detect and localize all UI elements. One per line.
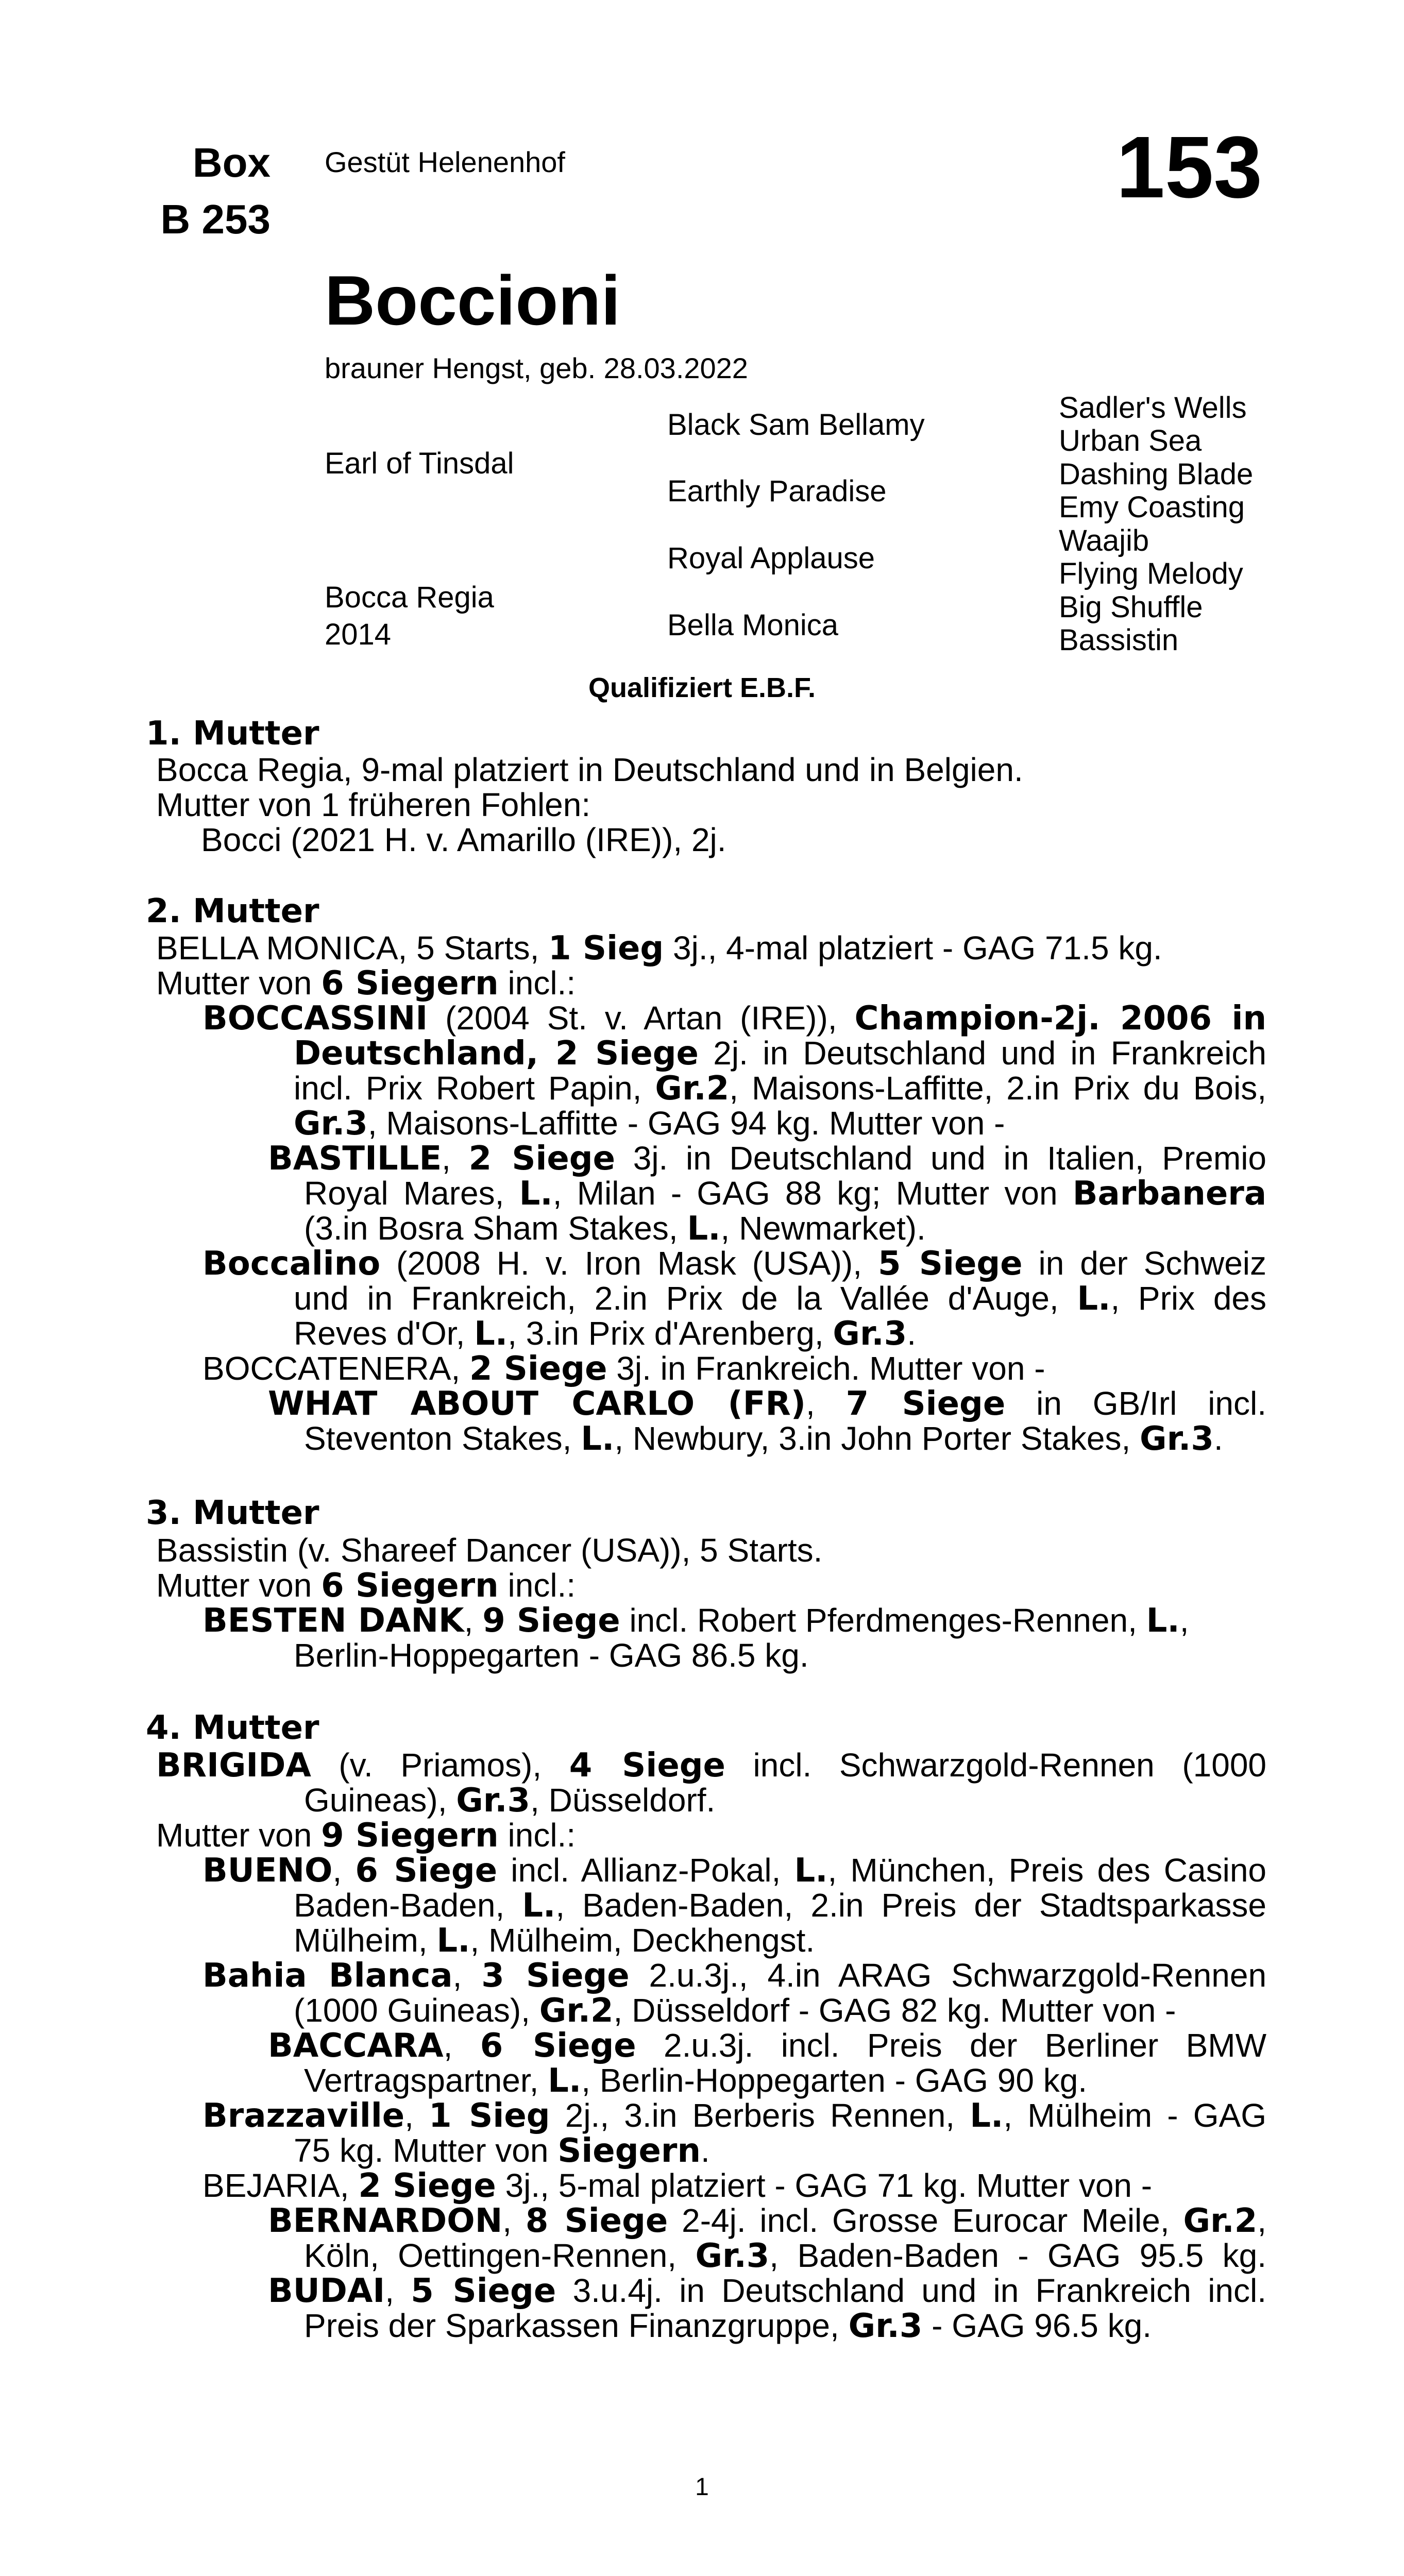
- text-line: Mutter von 6 Siegern incl.:: [156, 1567, 576, 1605]
- text-line: Mutter von 6 Siegern incl.:: [156, 964, 576, 1003]
- text-line: Deutschland, 2 Siege 2j. in Deutschland und in Frankreich: [294, 1035, 1266, 1073]
- pedigree-great-grandparent: Urban Sea: [1059, 424, 1202, 457]
- pedigree-grandparent: Earthly Paradise: [667, 474, 887, 508]
- text-line: und in Frankreich, 2.in Prix de la Vallée d'Auge, L., Prix des: [294, 1280, 1267, 1318]
- text-line: Steventon Stakes, L., Newbury, 3.in John Porter Stakes, Gr.3.: [304, 1420, 1223, 1458]
- page-number: 1: [695, 2473, 709, 2501]
- pedigree-grandparent: Bella Monica: [667, 608, 839, 642]
- text-line: Boccalino (2008 H. v. Iron Mask (USA)), 5 Siege in der Schweiz: [202, 1245, 1267, 1283]
- pedigree-great-grandparent: Bassistin: [1059, 623, 1179, 657]
- text-line: Preis der Sparkassen Finanzgruppe, Gr.3 - GAG 96.5 kg.: [304, 2307, 1152, 2345]
- text-line: BUENO, 6 Siege incl. Allianz-Pokal, L., München, Preis des Casino: [202, 1852, 1267, 1890]
- section-heading: 4. Mutter: [146, 1709, 319, 1747]
- stud-name: Gestüt Helenenhof: [325, 146, 565, 178]
- box-number: B 253: [160, 196, 270, 242]
- text-line: Gr.3, Maisons-Laffitte - GAG 94 kg. Mutter von -: [294, 1105, 1005, 1143]
- text-line: Bahia Blanca, 3 Siege 2.u.3j., 4.in ARAG Schwarzgold-Rennen: [202, 1957, 1267, 1995]
- text-line: Royal Mares, L., Milan - GAG 88 kg; Mutter von Barbanera: [304, 1175, 1266, 1213]
- text-line: BERNARDON, 8 Siege 2-4j. incl. Grosse Eurocar Meile, Gr.2,: [268, 2202, 1267, 2240]
- text-line: Bocci (2021 H. v. Amarillo (IRE)), 2j.: [201, 821, 726, 858]
- text-line: BOCCATENERA, 2 Siege 3j. in Frankreich. Mutter von -: [202, 1350, 1045, 1388]
- horse-name: Boccioni: [325, 261, 621, 340]
- pedigree-great-grandparent: Flying Melody: [1059, 557, 1243, 590]
- pedigree-great-grandparent: Dashing Blade: [1059, 457, 1254, 491]
- pedigree-dam-year: 2014: [325, 618, 392, 651]
- text-line: Reves d'Or, L., 3.in Prix d'Arenberg, Gr.3.: [294, 1315, 916, 1353]
- section-heading: 1. Mutter: [146, 715, 319, 753]
- pedigree-grandparent: Royal Applause: [667, 541, 875, 575]
- text-line: Köln, Oettingen-Rennen, Gr.3, Baden-Baden - GAG 95.5 kg.: [304, 2237, 1267, 2275]
- text-line: BACCARA, 6 Siege 2.u.3j. incl. Preis der Berliner BMW: [268, 2027, 1267, 2065]
- text-line: BASTILLE, 2 Siege 3j. in Deutschland und in Italien, Premio: [268, 1140, 1267, 1178]
- lot-number: 153: [1116, 118, 1262, 216]
- text-line: incl. Prix Robert Papin, Gr.2, Maisons-Laffitte, 2.in Prix du Bois,: [294, 1070, 1267, 1108]
- pedigree-sire: Earl of Tinsdal: [325, 447, 514, 480]
- text-line: BESTEN DANK, 9 Siege incl. Robert Pferdmenges-Rennen, L.,: [202, 1602, 1189, 1640]
- text-line: (1000 Guineas), Gr.2, Düsseldorf - GAG 82 kg. Mutter von -: [294, 1992, 1176, 2030]
- text-line: Baden-Baden, L., Baden-Baden, 2.in Preis der Stadtsparkasse: [294, 1887, 1267, 1925]
- text-line: Bassistin (v. Shareef Dancer (USA)), 5 Starts.: [156, 1532, 823, 1569]
- horse-description: brauner Hengst, geb. 28.03.2022: [325, 352, 748, 384]
- text-line: BOCCASSINI (2004 St. v. Artan (IRE)), Champion-2j. 2006 in: [202, 999, 1266, 1038]
- text-line: Brazzaville, 1 Sieg 2j., 3.in Berberis Rennen, L., Mülheim - GAG: [202, 2097, 1267, 2135]
- text-line: Guineas), Gr.3, Düsseldorf.: [304, 1782, 716, 1820]
- pedigree-great-grandparent: Emy Coasting: [1059, 490, 1245, 524]
- text-line: (3.in Bosra Sham Stakes, L., Newmarket).: [304, 1210, 926, 1248]
- text-line: Bocca Regia, 9-mal platziert in Deutschland und in Belgien.: [156, 751, 1023, 788]
- text-line: Vertragspartner, L., Berlin-Hoppegarten - GAG 90 kg.: [304, 2062, 1088, 2100]
- text-line: BELLA MONICA, 5 Starts, 1 Sieg 3j., 4-mal platziert - GAG 71.5 kg.: [156, 929, 1162, 968]
- text-line: BRIGIDA (v. Priamos), 4 Siege incl. Schwarzgold-Rennen (1000: [156, 1747, 1267, 1785]
- section-heading: 2. Mutter: [146, 892, 319, 930]
- pedigree-great-grandparent: Big Shuffle: [1059, 590, 1203, 624]
- text-line: 75 kg. Mutter von Siegern.: [294, 2132, 710, 2170]
- qualification-note: Qualifiziert E.B.F.: [588, 672, 816, 703]
- pedigree-dam: Bocca Regia: [325, 581, 494, 614]
- text-line: Mutter von 9 Siegern incl.:: [156, 1817, 576, 1855]
- pedigree-grandparent: Black Sam Bellamy: [667, 408, 925, 442]
- text-line: BEJARIA, 2 Siege 3j., 5-mal platziert - GAG 71 kg. Mutter von -: [202, 2167, 1153, 2205]
- text-line: WHAT ABOUT CARLO (FR), 7 Siege in GB/Irl incl.: [268, 1385, 1267, 1423]
- text-line: Mülheim, L., Mülheim, Deckhengst.: [294, 1922, 815, 1960]
- pedigree-great-grandparent: Waajib: [1059, 524, 1149, 557]
- section-heading: 3. Mutter: [146, 1494, 319, 1532]
- pedigree-great-grandparent: Sadler's Wells: [1059, 391, 1247, 425]
- text-line: Mutter von 1 früheren Fohlen:: [156, 786, 591, 823]
- text-line: BUDAI, 5 Siege 3.u.4j. in Deutschland und in Frankreich incl.: [268, 2272, 1267, 2310]
- box-label: Box: [192, 140, 270, 185]
- text-line: Berlin-Hoppegarten - GAG 86.5 kg.: [294, 1637, 809, 1674]
